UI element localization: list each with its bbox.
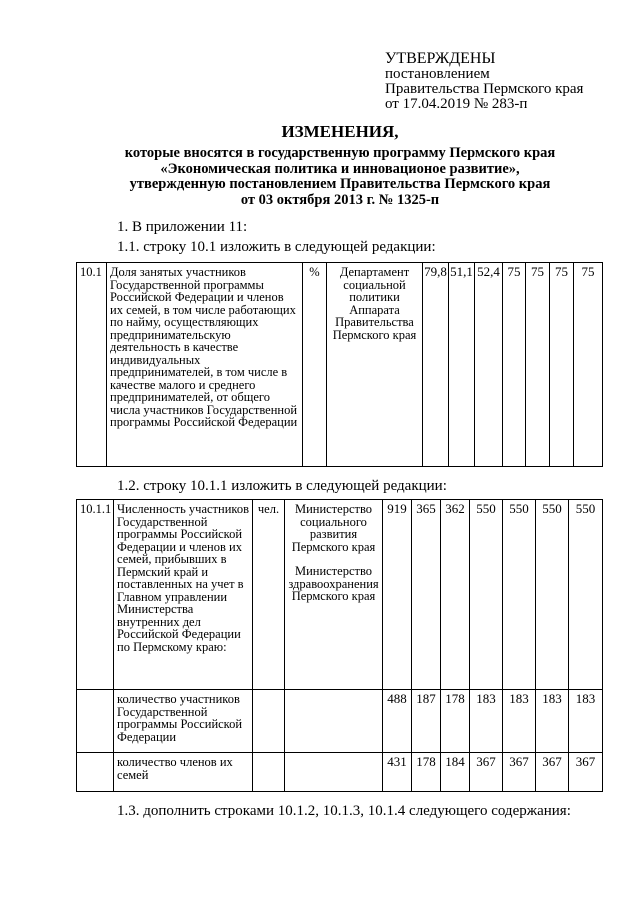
departments xyxy=(285,500,383,690)
value-cell: 367 xyxy=(503,753,536,792)
value-cell: 550 xyxy=(536,500,569,690)
sub-indicator-name: количество участников Государственной программы Российской Федерации xyxy=(114,690,253,753)
value-cell: 919 xyxy=(383,500,412,690)
value-cell: 178 xyxy=(412,753,441,792)
value-cell: 52,4 xyxy=(475,263,503,467)
value-cell: 178 xyxy=(441,690,470,753)
empty-cell xyxy=(77,690,114,753)
value-cell: 367 xyxy=(536,753,569,792)
value-cell: 362 xyxy=(441,500,470,690)
department: Департамент социальной политики Аппарата Правительства Пермского края xyxy=(327,263,423,467)
value-cell: 367 xyxy=(470,753,503,792)
document-title: ИЗМЕНЕНИЯ, xyxy=(281,122,399,141)
row-code: 10.1.1 xyxy=(77,500,114,690)
value-cell: 184 xyxy=(441,753,470,792)
value-cell: 187 xyxy=(412,690,441,753)
paragraph-1-1: 1.1. строку 10.1 изложить в следующей редакции: xyxy=(117,239,436,255)
value-cell: 367 xyxy=(569,753,603,792)
value-cell: 431 xyxy=(383,753,412,792)
value-cell: 51,1 xyxy=(449,263,475,467)
paragraph-1: 1. В приложении 11: xyxy=(117,219,248,235)
heading-line-3: утвержденную постановлением Правительства Пермского края xyxy=(129,176,551,192)
value-cell: 75 xyxy=(526,263,550,467)
department-2: Министерство здравоохранения Пермского края xyxy=(288,564,379,603)
value-cell: 183 xyxy=(536,690,569,753)
unit: чел. xyxy=(253,500,285,690)
empty-cell xyxy=(253,753,285,792)
heading-line-4: от 03 октября 2013 г. № 1325-п xyxy=(240,191,440,208)
approval-line-2: Правительства Пермского края xyxy=(385,81,584,97)
approval-block xyxy=(385,50,583,112)
approval-line-3: от 17.04.2019 № 283-п xyxy=(385,96,528,112)
table-row xyxy=(77,263,603,467)
document-heading xyxy=(60,121,620,208)
value-cell: 183 xyxy=(503,690,536,753)
value-cell: 488 xyxy=(383,690,412,753)
value-cell: 550 xyxy=(503,500,536,690)
value-cell: 75 xyxy=(574,263,603,467)
table-row-10-1-1 xyxy=(76,499,603,792)
table-row xyxy=(77,500,603,690)
table-row xyxy=(77,753,603,792)
indicator-name: Численность участников Государственной программы Российской Федерации и членов их семей, прибывших в Пермский край и поставленных на учет в Главном управлении Министерства внутренних дел Российской Федерации по Пермскому краю: xyxy=(114,500,253,690)
value-cell: 75 xyxy=(550,263,574,467)
indicator-name: Доля занятых участников Государственной программы Российской Федерации и членов их семей, в том числе работающих по найму, осуществляющих предпринимательскую деятельность в качестве индивидуальных предпринимателей, в том числе в качестве малого и среднего предпринимателей, от общего числа участников Государственной программы Российской Федерации xyxy=(107,263,303,467)
empty-cell xyxy=(77,753,114,792)
value-cell: 79,8 xyxy=(423,263,449,467)
value-cell: 75 xyxy=(503,263,526,467)
empty-cell xyxy=(253,690,285,753)
value-cell: 550 xyxy=(470,500,503,690)
paragraph-1-2: 1.2. строку 10.1.1 изложить в следующей редакции: xyxy=(117,478,447,494)
value-cell: 365 xyxy=(412,500,441,690)
row-code: 10.1 xyxy=(77,263,107,467)
value-cell: 550 xyxy=(569,500,603,690)
paragraph-1-3: 1.3. дополнить строками 10.1.2, 10.1.3, 10.1.4 следующего содержания: xyxy=(117,803,571,819)
table-row-10-1 xyxy=(76,262,603,467)
value-cell: 183 xyxy=(569,690,603,753)
sub-indicator-name: количество членов их семей xyxy=(114,753,253,792)
value-cell: 183 xyxy=(470,690,503,753)
approval-line-1: постановлением xyxy=(385,66,490,82)
empty-cell xyxy=(285,753,383,792)
approval-title: УТВЕРЖДЕНЫ xyxy=(385,50,496,67)
table-row xyxy=(77,690,603,753)
heading-line-1: которые вносятся в государственную программу Пермского края xyxy=(124,145,556,161)
empty-cell xyxy=(285,690,383,753)
department-1: Министерство социального развития Пермского края xyxy=(291,502,376,554)
heading-line-2: «Экономическая политика и инновационое развитие», xyxy=(160,160,520,177)
unit: % xyxy=(303,263,327,467)
